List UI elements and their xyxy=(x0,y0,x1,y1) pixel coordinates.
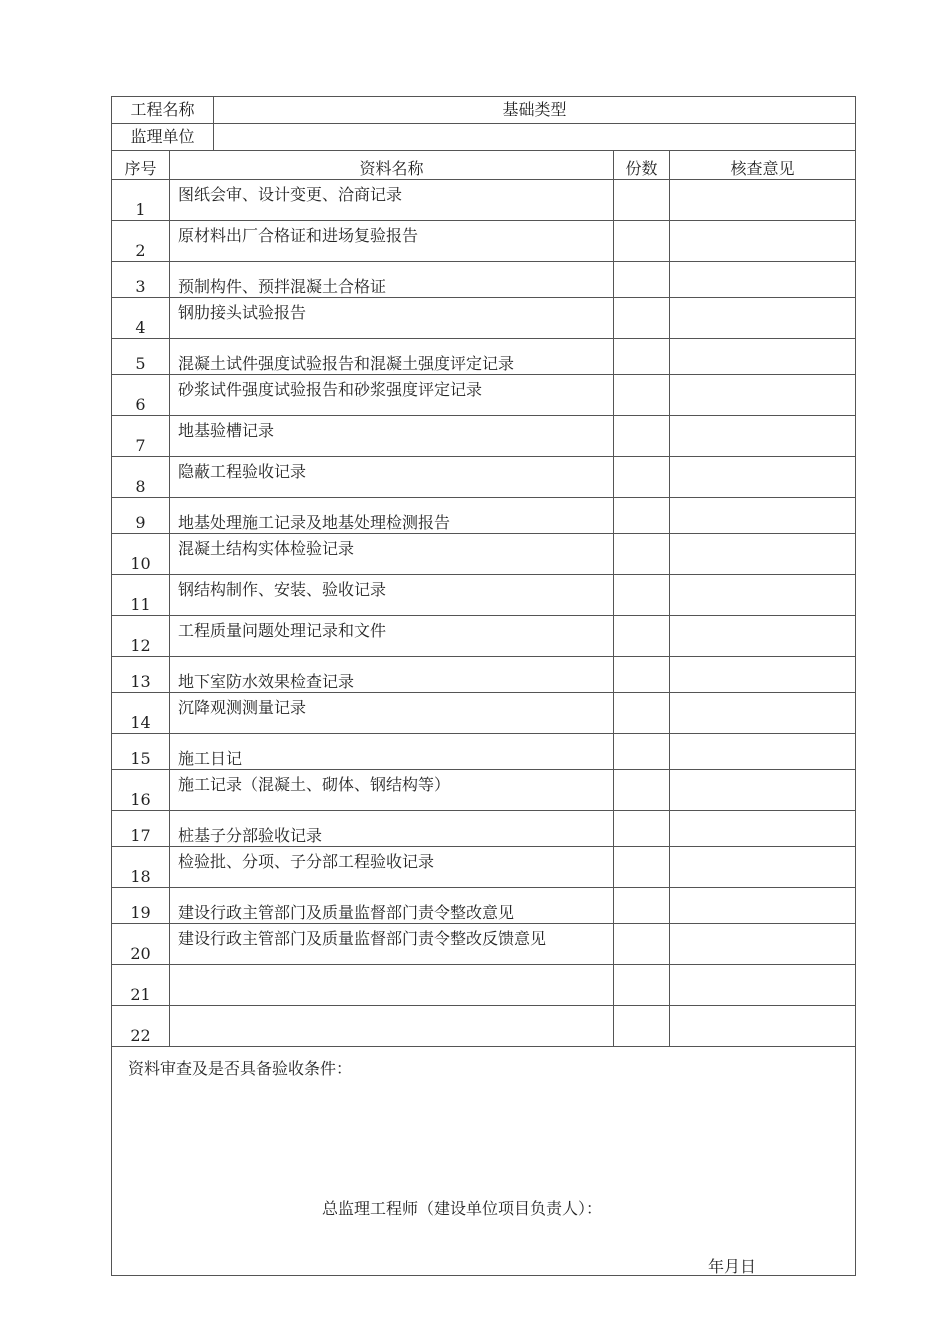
item-number: 6 xyxy=(112,375,170,416)
item-copies-cell[interactable] xyxy=(614,965,670,1006)
item-opinion-cell[interactable] xyxy=(670,924,856,965)
table-row xyxy=(112,693,856,734)
item-number: 15 xyxy=(112,734,170,770)
item-copies-cell[interactable] xyxy=(614,616,670,657)
project-name-row xyxy=(112,97,856,124)
item-copies-cell[interactable] xyxy=(614,693,670,734)
item-copies-cell[interactable] xyxy=(614,534,670,575)
item-number: 1 xyxy=(112,180,170,221)
item-name: 检验批、分项、子分部工程验收记录 xyxy=(170,847,614,888)
column-header-copies: 份数 xyxy=(614,151,670,180)
table-row xyxy=(112,298,856,339)
item-name: 地基验槽记录 xyxy=(170,416,614,457)
item-copies-cell[interactable] xyxy=(614,1006,670,1047)
project-name-label: 工程名称 xyxy=(112,97,214,124)
item-name xyxy=(170,965,614,1006)
item-name: 混凝土结构实体检验记录 xyxy=(170,534,614,575)
table-row xyxy=(112,1006,856,1047)
table-row xyxy=(112,339,856,375)
item-number: 19 xyxy=(112,888,170,924)
item-name: 建设行政主管部门及质量监督部门责令整改反馈意见 xyxy=(170,924,614,965)
item-opinion-cell[interactable] xyxy=(670,693,856,734)
item-number: 22 xyxy=(112,1006,170,1047)
item-copies-cell[interactable] xyxy=(614,770,670,811)
item-number: 4 xyxy=(112,298,170,339)
table-row xyxy=(112,734,856,770)
item-opinion-cell[interactable] xyxy=(670,180,856,221)
item-copies-cell[interactable] xyxy=(614,375,670,416)
item-number: 9 xyxy=(112,498,170,534)
item-opinion-cell[interactable] xyxy=(670,770,856,811)
supervision-unit-row xyxy=(112,124,856,151)
item-copies-cell[interactable] xyxy=(614,298,670,339)
item-name: 施工日记 xyxy=(170,734,614,770)
item-copies-cell[interactable] xyxy=(614,847,670,888)
item-number: 13 xyxy=(112,657,170,693)
item-copies-cell[interactable] xyxy=(614,221,670,262)
item-opinion-cell[interactable] xyxy=(670,498,856,534)
item-number: 5 xyxy=(112,339,170,375)
review-section[interactable] xyxy=(112,1047,856,1276)
table-row xyxy=(112,657,856,693)
item-number: 17 xyxy=(112,811,170,847)
item-copies-cell[interactable] xyxy=(614,180,670,221)
item-number: 2 xyxy=(112,221,170,262)
table-row xyxy=(112,416,856,457)
item-name: 桩基子分部验收记录 xyxy=(170,811,614,847)
item-opinion-cell[interactable] xyxy=(670,811,856,847)
table-row xyxy=(112,616,856,657)
table-row xyxy=(112,847,856,888)
item-opinion-cell[interactable] xyxy=(670,575,856,616)
item-copies-cell[interactable] xyxy=(614,457,670,498)
column-header-name: 资料名称 xyxy=(170,151,614,180)
item-number: 3 xyxy=(112,262,170,298)
item-name: 施工记录（混凝土、砌体、钢结构等） xyxy=(170,770,614,811)
table-row xyxy=(112,811,856,847)
item-copies-cell[interactable] xyxy=(614,262,670,298)
item-name: 沉降观测测量记录 xyxy=(170,693,614,734)
item-opinion-cell[interactable] xyxy=(670,375,856,416)
item-number: 21 xyxy=(112,965,170,1006)
item-name: 原材料出厂合格证和进场复验报告 xyxy=(170,221,614,262)
item-opinion-cell[interactable] xyxy=(670,534,856,575)
item-copies-cell[interactable] xyxy=(614,734,670,770)
acceptance-form xyxy=(111,96,855,1276)
chief-engineer-signature-label: 总监理工程师（建设单位项目负责人）： xyxy=(322,1199,603,1218)
foundation-type-label: 基础类型 xyxy=(214,97,856,124)
date-label: 年月日 xyxy=(708,1257,757,1276)
table-row xyxy=(112,534,856,575)
table-row xyxy=(112,770,856,811)
column-header-no: 序号 xyxy=(112,151,170,180)
item-opinion-cell[interactable] xyxy=(670,457,856,498)
review-conditions-label: 资料审查及是否具备验收条件： xyxy=(128,1059,353,1078)
item-opinion-cell[interactable] xyxy=(670,1006,856,1047)
item-number: 16 xyxy=(112,770,170,811)
supervision-unit-label: 监理单位 xyxy=(112,124,214,151)
table-row xyxy=(112,888,856,924)
item-copies-cell[interactable] xyxy=(614,498,670,534)
item-copies-cell[interactable] xyxy=(614,888,670,924)
item-number: 20 xyxy=(112,924,170,965)
item-name: 预制构件、预拌混凝土合格证 xyxy=(170,262,614,298)
form-table xyxy=(111,96,856,1276)
column-header-opinion: 核查意见 xyxy=(670,151,856,180)
item-name: 建设行政主管部门及质量监督部门责令整改意见 xyxy=(170,888,614,924)
item-opinion-cell[interactable] xyxy=(670,965,856,1006)
item-name: 钢结构制作、安装、验收记录 xyxy=(170,575,614,616)
item-copies-cell[interactable] xyxy=(614,575,670,616)
item-name: 地下室防水效果检查记录 xyxy=(170,657,614,693)
item-number: 7 xyxy=(112,416,170,457)
item-opinion-cell[interactable] xyxy=(670,847,856,888)
item-opinion-cell[interactable] xyxy=(670,416,856,457)
table-row xyxy=(112,924,856,965)
review-section-row xyxy=(112,1047,856,1276)
item-opinion-cell[interactable] xyxy=(670,339,856,375)
item-name: 砂浆试件强度试验报告和砂浆强度评定记录 xyxy=(170,375,614,416)
item-copies-cell[interactable] xyxy=(614,339,670,375)
table-row xyxy=(112,262,856,298)
item-opinion-cell[interactable] xyxy=(670,657,856,693)
item-number: 8 xyxy=(112,457,170,498)
item-opinion-cell[interactable] xyxy=(670,298,856,339)
item-name: 隐蔽工程验收记录 xyxy=(170,457,614,498)
table-row xyxy=(112,180,856,221)
item-copies-cell[interactable] xyxy=(614,416,670,457)
item-opinion-cell[interactable] xyxy=(670,616,856,657)
column-header-row xyxy=(112,151,856,180)
item-name: 混凝土试件强度试验报告和混凝土强度评定记录 xyxy=(170,339,614,375)
item-opinion-cell[interactable] xyxy=(670,734,856,770)
table-row xyxy=(112,965,856,1006)
item-name xyxy=(170,1006,614,1047)
table-row xyxy=(112,221,856,262)
item-name: 钢肋接头试验报告 xyxy=(170,298,614,339)
item-name: 图纸会审、设计变更、洽商记录 xyxy=(170,180,614,221)
item-number: 18 xyxy=(112,847,170,888)
item-copies-cell[interactable] xyxy=(614,811,670,847)
item-number: 11 xyxy=(112,575,170,616)
item-opinion-cell[interactable] xyxy=(670,262,856,298)
item-number: 14 xyxy=(112,693,170,734)
table-row xyxy=(112,498,856,534)
item-opinion-cell[interactable] xyxy=(670,888,856,924)
item-copies-cell[interactable] xyxy=(614,924,670,965)
supervision-unit-value[interactable] xyxy=(214,124,856,151)
table-row xyxy=(112,457,856,498)
item-opinion-cell[interactable] xyxy=(670,221,856,262)
table-row xyxy=(112,375,856,416)
item-name: 地基处理施工记录及地基处理检测报告 xyxy=(170,498,614,534)
item-copies-cell[interactable] xyxy=(614,657,670,693)
item-number: 10 xyxy=(112,534,170,575)
item-name: 工程质量问题处理记录和文件 xyxy=(170,616,614,657)
table-row xyxy=(112,575,856,616)
item-number: 12 xyxy=(112,616,170,657)
